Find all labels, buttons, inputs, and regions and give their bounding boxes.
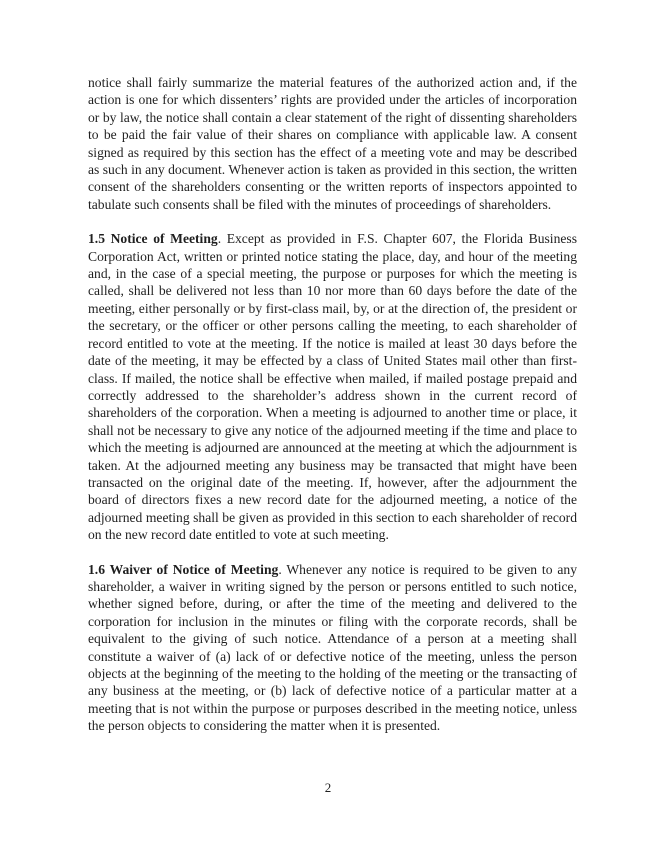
paragraph-text: . Whenever any notice is required to be given to any shareholder, a waiver in writing signed by the person or persons entitled to such notice, whether signed before, during, or after the time of the meeting and delivered to the corporation for inclusion in the minutes or filing with the corporate records, shall be equivalent to the giving of such notice. Attendance of a person at a meeting shall constitute a waiver of (a) lack of or defective notice of the meeting, unless the person objects at the beginning of the meeting to the holding of the meeting or the transacting of any business at the meeting, or (b) lack of defective notice of a particular matter at a meeting that is not within the purpose or purposes described in the meeting notice, unless the person objects to considering the matter when it is presented.	[88, 561, 577, 734]
section-heading: 1.6 Waiver of Notice of Meeting	[88, 561, 279, 577]
section-1-5-notice-of-meeting	[88, 230, 577, 543]
paragraph-text: . Except as provided in F.S. Chapter 607, the Florida Business Corporation Act, written or printed notice stating the place, day, and hour of the meeting and, in the case of a special meeting, the purpose or purposes for which the meeting is called, shall be delivered not less than 10 nor more than 60 days before the date of the meeting, either personally or by first-class mail, by, or at the direction of, the president or the secretary, or the officer or other persons calling the meeting, to each shareholder of record entitled to vote at the meeting. If the notice is mailed at least 30 days before the date of the meeting, it may be effected by a class of United States mail other than first-class. If mailed, the notice shall be effective when mailed, if mailed postage prepaid and correctly addressed to the shareholder’s address shown in the current record of shareholders of the corporation. When a meeting is adjourned to another time or place, it shall not be necessary to give any notice of the adjourned meeting if the time and place to which the meeting is adjourned are announced at the meeting at which the adjournment is taken. At the adjourned meeting any business may be transacted that might have been transacted on the original date of the meeting. If, however, after the adjournment the board of directors fixes a new record date for the adjourned meeting, a notice of the adjourned meeting shall be given as provided in this section to each shareholder of record on the new record date entitled to vote at such meeting.	[88, 231, 577, 543]
section-1-6-waiver-of-notice	[88, 561, 577, 735]
paragraph-continuation	[88, 74, 577, 213]
paragraph-text: notice shall fairly summarize the material features of the authorized action and, if the action is one for which dissenters’ rights are provided under the articles of incorporation or by law, the notice shall contain a clear statement of the right of dissenting shareholders to be paid the fair value of their shares on compliance with applicable law. A consent signed as required by this section has the effect of a meeting vote and may be described as such in any document. Whenever action is taken as provided in this section, the written consent of the shareholders consenting or the written reports of inspectors appointed to tabulate such consents shall be filed with the minutes of proceedings of shareholders.	[88, 75, 577, 212]
section-heading: 1.5 Notice of Meeting	[88, 231, 218, 247]
text-block	[88, 74, 577, 752]
page-number: 2	[324, 780, 332, 795]
